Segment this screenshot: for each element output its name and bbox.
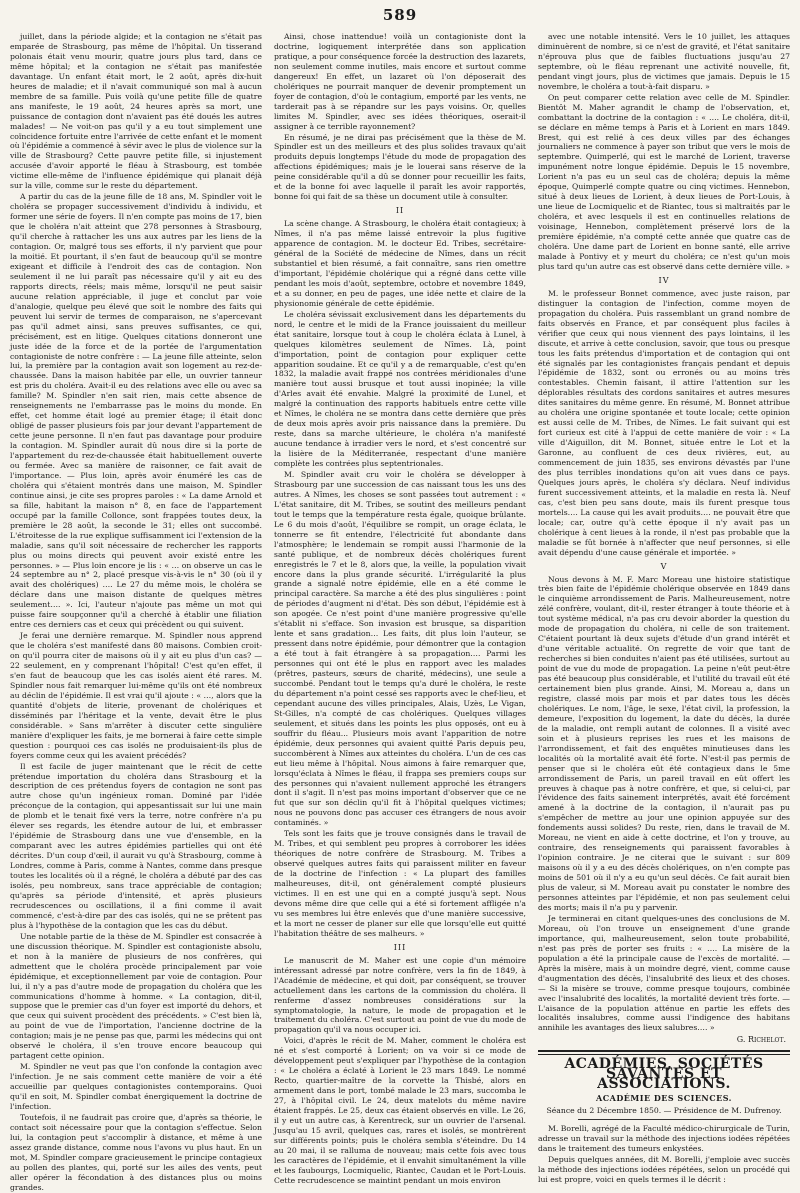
paragraph: En résumé, je ne dirai pas précisément que la thèse de M. Spindler est un des meilleurs et des plus solides travaux qu'ait produits depuis longtemps l'étude du mode de propagation des affections épidémiques; mais je le louerai sans réserve de la peine considérable qu'il a dû se donner pour recueillir les faits, et de la bonne foi avec laquelle il paraît les avoir rapportés, bonne foi qui fait de sa thèse un document utile à consulter. — [274, 132, 526, 202]
academy-paragraph: Depuis quelques années, dit M. Borelli, j'emploie avec succès la méthode des injections iodées répétées, selon un procédé qui lui est propre, voici en quels termes il le décrit : — [538, 1154, 790, 1184]
paragraph: A partir du cas de la jeune fille de 18 ans, M. Spindler voit le choléra se propager successivement d'individu à individu, et former une série de foyers. Il n'en compte pas moins de 17, bien que le choléra n'ait atteint que 278 personnes à Strasbourg, qu'il cherche à rattacher les uns aux autres par les liens de la contagion. Or, malgré tous ses efforts, il n'y parvient que pour la moitié. Et pourtant, il s'en faut de beaucoup qu'il se montre exigeant et difficile à l'endroit des cas de contagion. Non seulement il ne lui paraît pas nécessaire qu'il y ait eu des rapports directs, réels; mais même, lorsqu'il ne peut saisir aucune relation appréciable, il juge et conclut par voie d'analogie, quelque peu élevé que soit le nombre des faits qui peuvent lui servir de termes de comparaison, ne s'apercevant pas qu'il admet ainsi, sans preuves suffisantes, ce qui, précisément, est en litige. Quelques citations donneront une juste idée de la force et de la portée de l'argumentation contagioniste de notre confrère : — La jeune fille atteinte, selon lui, la première par la contagion avait son logement au rez-de-chaussée. Dans la maison habitée par elle, un ouvrier tanneur est pris du choléra. Avait-il eu des relations avec elle ou avec sa famille? M. Spindler n'en sait rien, mais cette absence de renseignements ne l'embarrasse pas le moins du monde. En effet, cet homme était logé au premier étage; il était donc obligé de passer plusieurs fois par jour devant l'appartement de cette jeune personne. Il n'en faut pas davantage pour produire la contagion. M. Spindler aurait dû nous dire si la porte de l'appartement du rez-de-chaussée était habituellement ouverte ou fermée. Avec sa manière de raisonner, ce fait avait de l'importance. — Plus loin, après avoir énuméré les cas de choléra qui s'étaient montrés dans une maison, M. Spindler continue ainsi, je cite ses propres paroles : « La dame Arnold et sa fille, habitant la maison n° 8, en face de l'appartement occupé par la famille Collonce, sont frappées toutes deux, la première le 28 août, la seconde le 31; elles ont succombé. L'étroitesse de la rue explique suffisamment ici l'extension de la maladie, sans qu'il soit nécessaire de rechercher les rapports plus ou moins directs qui peuvent avoir existé entre les personnes. » — Plus loin encore je lis : « … on observe un cas le 24 septembre au n° 2, placé presque vis-à-vis le n° 30 (où il y avait des cholériques) …. Le 27 du même mois, le choléra se déclare dans une maison distante de quelques mètres seulement…. ». Ici, l'auteur n'ajoute pas même un mot qui puisse faire soupçonner qu'il a cherché à établir une filiation entre ces derniers cas et ceux qui précèdent ou qui suivent. — [10, 192, 262, 630]
column-2 — [274, 32, 526, 1185]
page-number: 589 — [382, 6, 418, 24]
author-signature: G. Richelot. — [736, 1035, 786, 1045]
paragraph: M. Spindler ne veut pas que l'on confonde la contagion avec l'infection. Je ne sais comment cette manière de voir a été accueillie par quelques contagionistes contemporains. Quoi qu'il en soit, M. Spindler combat énergiquement la doctrine de l'infection. — [10, 1062, 262, 1111]
paragraph: La scène change. A Strasbourg, le choléra était contagieux; à Nîmes, il n'a pas même laissé entrevoir la plus fugitive apparence de contagion. M. le docteur Ed. Tribes, secrétaire-général de la Société de médecine de Nîmes, dans un récit substantiel et bien résumé, a fait connaître, sans rien omettre d'important, l'épidémie cholérique qui a régné dans cette ville pendant les mois d'août, septembre, octobre et novembre 1849, et a su donner, en peu de pages, une idée nette et claire de la physionomie générale de cette épidémie. — [274, 219, 526, 308]
academy-paragraph: M. Borelli, agrégé de la Faculté médico-chirurgicale de Turin, adresse un travail sur la méthode des injections iodées répétées dans le traitement des tumeurs enkystées. — [538, 1124, 790, 1153]
paragraph: M. Spindler avait cru voir le choléra se développer à Strasbourg par une succession de cas naissant tous les uns des autres. A Nîmes, les choses se sont passées tout autrement : « L'état sanitaire, dit M. Tribes, se soutint des meilleurs pendant tout le temps que la température resta égale, quoique brûlante. Le 6 du mois d'août, l'équilibre se rompit, un orage éclata, le tonnerre se fit entendre, l'électricité fut abondante dans l'atmosphère; le lendemain se rompit aussi l'harmonie de la santé publique, et de nombreux décès cholériques furent enregistrés le 7 et le 8, alors que, la veille, la population vivait encore dans la plus grande sécurité. L'irrégularité la plus grande a signalé notre épidémie, elle en a été comme le principal caractère. Sa marche a été des plus singulières : point de périodes d'augment ni d'état. Dès son début, l'épidémie est à son apogée. Ce n'est point d'une manière progressive qu'elle s'établit ni s'efface. Son invasion est brusque, sa disparition lente et sans gradation… Les faits, dit plus loin l'auteur, se pressent dans notre épidémie, pour démontrer que la contagion a été tout à fait étrangère à sa propagation…. Parmi les personnes qui ont été le plus en rapport avec les malades (prêtres, pasteurs, sœurs de charité, médecins), une seule a succombé. Pendant tout le temps qu'a duré le choléra, le reste du département n'a point cessé ses rapports avec le chef-lieu, et cependant aucune des villes principales, Alais, Uzès, Le Vigan, St-Gilles, n'a compté de cas cholériques. Quelques villages seulement, et situés dans les points les plus opposés, ont eu à souffrir du fléau... Plusieurs mois avant l'apparition de notre épidémie, deux personnes qui avaient quitté Paris depuis peu, succombèrent à Nîmes aux atteintes du choléra. L'un de ces cas eut lieu même à l'hôpital. Nous aimons à faire remarquer que, lorsqu'éclata à Nîmes le fléau, il frappa ses premiers coups sur des personnes qui n'avaient nullement approché les étrangers dont il s'agit. Il n'est pas moins important d'observer que ce ne fut que sur son déclin qu'il fit à l'hôpital quelques victimes; nous ne pouvons donc pas accuser ces étrangers de nous avoir contaminés. » — [274, 469, 526, 828]
column-1 — [10, 32, 262, 1192]
section-divider — [538, 1050, 790, 1055]
paragraph: Une notable partie de la thèse de M. Spindler est consacrée à une discussion théorique. M. Spindler est contagioniste absolu, et non à la manière de plusieurs de nos confrères, qui admettent que le choléra procède principalement par voie épidémique, et exceptionnellement par voie de contagion. Pour lui, il n'y a pas d'autre mode de propagation du choléra que les communications d'homme à homme. « La contagion, dit-il, suppose que le premier cas d'un foyer est importé du dehors, et que ceux qui suivent procèdent des précédents. » C'est bien là, au point de vue de l'importation, l'ancienne doctrine de la contagion; mais je ne pense pas que, parmi les médecins qui ont observé le choléra, il s'en trouve encore beaucoup qui partagent cette opinion. — [10, 931, 262, 1061]
paragraph: Il est facile de juger maintenant que le récit de cette prétendue importation du choléra dans Strasbourg et la description de ces prétendus foyers de contagion ne sont pas autre chose qu'un ingénieux roman. Dominé par l'idée préconçue de la contagion, qui appesantissait sur lui une main de plomb et le tenait fixé vers la terre, notre confrère n'a pu élever ses regards, les étendre autour de lui, et embrasser l'épidémie de Strasbourg dans une vue d'ensemble, en la comparant avec les autres épidémies partielles qui ont été décrites. D'un coup d'œil, il aurait vu qu'à Strasbourg, comme à Londres, comme à Paris, comme à Nantes, comme dans presque toutes les localités où il a régné, le choléra a débuté par des cas isolés, peu nombreux, sans trace appréciable de contagion; qu'après sa période d'intensité, et après plusieurs recrudescences ou oscillations, il a fini comme il avait commencé, c'est-à-dire par des cas isolés, qui ne se prêtent pas plus à l'hypothèse de la contagion que les cas du début. — [10, 761, 262, 930]
seance-line: Séance du 2 Décembre 1850. — Présidence de M. Dufrenoy. — [546, 1106, 782, 1116]
section-number: V — [660, 561, 668, 571]
paragraph: Toutefois, il ne faudrait pas croire que, d'après sa théorie, le contact soit nécessaire pour que la contagion s'effectue. Selon lui, la contagion peut s'accomplir à distance, et même à une assez grande distance, comme nous l'avons vu plus haut. En un mot, M. Spindler compare gracieusement le principe contagieux au pollen des plantes, qui, porté sur les ailes des vents, peut aller opérer la fécondation à des distances plus ou moins grandes. — [10, 1112, 262, 1192]
section-number: IV — [658, 275, 670, 285]
column-3 — [538, 32, 790, 1184]
paragraph: Le choléra sévissait exclusivement dans les départements du nord, le centre et le midi de la France jouissaient du meilleur état sanitaire, lorsque tout à coup le choléra éclata à Lunel, à quelques kilomètres seulement de Nîmes. Là, point d'importation, point de contagion pour expliquer cette apparition soudaine. Et ce qu'il y a de remarquable, c'est qu'en 1832, la maladie avait frappé nos contrées méridionales d'une manière tout aussi brusque et tout aussi inopinée; la ville d'Arles avait été envahie. Malgré la proximité de Lunel, et malgré la continuation des rapports habituels entre cette ville et Nîmes, le choléra ne se montra dans cette dernière que près de deux mois après avoir pris naissance dans la première. Du reste, dans sa marche ultérieure, le choléra n'a manifesté aucune tendance à irradier vers le nord, et s'est concentré sur la lisière de la Méditerranée, respectant d'une manière complète les contrées plus septentrionales. — [274, 309, 526, 469]
paragraph: Nous devons à M. F. Marc Moreau une histoire statistique très bien faite de l'épidémie cholérique observée en 1849 dans le cinquième arrondissement de Paris. Malheureusement, notre zélé confrère, voulant, dit-il, rester étranger à toute théorie et à tout système médical, n'a pas cru devoir aborder la question du mode de propagation du choléra, ni celle de son traitement. C'étaient pourtant là deux sujets d'étude d'un grand intérêt et d'une véritable actualité. On regrette de voir que tant de recherches si bien conduites n'aient pas été utilisées, surtout au point de vue du mode de propagation. La peine n'eût peut-être pas été beaucoup plus considérable, et l'utilité du travail eût été certainement bien plus grande. Ainsi, M. Moreau a, dans un registre, classé mois par mois et par dates tous les décès cholériques. Le nom, l'âge, le sexe, l'état civil, la profession, la demeure, l'exposition du logement, la date du décès, la durée de la maladie, ont rempli autant de colonnes. Il a visité avec soin et à plusieurs reprises les rues et les maisons de l'arrondissement, et fait des enquêtes minutieuses dans les localités où la mortalité avait été forte. N'est-il pas permis de penser que si le choléra eût été contagieux dans le 5me arrondissement de Paris, un pareil travail en eût offert les preuves à chaque pas à notre confrère, et que, si celui-ci, par l'évidence des faits sainement interprétés, avait été forcément amené à la doctrine de la contagion, il n'aurait pas pu s'empêcher de mettre au jour une opinion appuyée sur des fondements aussi solides? Du reste, rien, dans le travail de M. Moreau, ne vient en aide à cette doctrine, et l'on y trouve, au contraire, des renseignements qui paraissent favorables à l'opinion contraire. Je ne citerai que le suivant : sur 809 maisons où il y a eu des décès cholériques, on n'en compte pas moins de 501 où il n'y a eu qu'un seul décès. Ce fait aurait bien plus de valeur, si M. Moreau avait pu constater le nombre des personnes atteintes par l'épidémie, et non pas seulement celui des morts; mais il n'a pu y parvenir. — [538, 574, 790, 912]
academy-section-heading: ACADÉMIES, SOCIÉTÉS SAVANTES ET ASSOCIATIONS. — [564, 1056, 764, 1093]
column-3-body — [538, 32, 790, 1033]
text-columns — [10, 32, 790, 1192]
paragraph: Je ferai une dernière remarque. M. Spindler nous apprend que le choléra s'est manifesté dans 80 maisons. Combien croit-on qu'il pourra citer de maisons où il y ait eu plus d'un cas? — 22 seulement, en y comprenant l'hôpital! C'est qu'en effet, il s'en faut de beaucoup que les cas isolés aient été rares. M. Spindler nous fait remarquer lui-même qu'ils ont été nombreux au déclin de l'épidémie. Il est vrai qu'il ajoute : « …, alors que la quantité d'objets de literie, provenant de cholériques et disséminés par l'héritage et la vente, devait être le plus considérable. » Sans m'arrêter à discuter cette singulière manière d'expliquer les faits, je me bornerai à faire cette simple question : pourquoi ces cas isolés ne produisaient-ils plus de foyers comme ceux qui les avaient précédés? — [10, 631, 262, 760]
short-divider — [578, 1119, 750, 1120]
paragraph: Le manuscrit de M. Maher est une copie d'un mémoire intéressant adressé par notre confrère, vers la fin de 1849, à l'Académie de médecine, et qui doit, par conséquent, se trouver actuellement dans les cartons de la commission du choléra. Il renferme d'assez nombreuses considérations sur la symptomatologie, la nature, le mode de propagation et le traitement du choléra. C'est surtout au point de vue du mode de propagation qu'il va nous occuper ici. — [274, 955, 526, 1035]
academy-subheading: ACADÉMIE DES SCIENCES. — [596, 1093, 732, 1104]
paragraph: Tels sont les faits que je trouve consignés dans le travail de M. Tribes, et qui semblent peu propres à corroborer les idées théoriques de notre confrère de Strasbourg. M. Tribes a observé quelques autres faits qui paraissent militer en faveur de la doctrine de l'infection : « La plupart des familles malheureuses, dit-il, ont généralement compté plusieurs victimes. Il en est une qui en a compté jusqu'à sept. Nous devons même dire que celle qui a été si fortement affligée n'a vu ses membres lui être enlevés que d'une manière successive, et la mort ne cesser de planer sur elle que lorsqu'elle eut quitté l'habitation théâtre de ses malheurs. » — [274, 829, 526, 938]
section-number: III — [393, 942, 407, 952]
paragraph: juillet, dans la période algide; et la contagion ne s'était pas emparée de Strasbourg, pas même de l'hôpital. Un tisserand polonais était venu mourir, quatre jours plus tard, dans ce même hôpital; et la contagion ne s'était pas manifestée davantage. Un enfant était mort, le 2 août, après dix-huit heures de maladie; et il n'avait communiqué son mal à aucun membre de sa famille. Puis voilà qu'une petite fille de quatre ans manifeste, le 19 août, 24 heures après sa mort, une puissance de contagion dont n'avaient pas été doués les autres malades! — Ne voit-on pas qu'il y a eu tout simplement une coïncidence fortuite entre l'arrivée de cette enfant et le moment où l'épidémie a commencé à sévir avec le plus de violence sur la ville de Strasbourg? Cette pauvre petite fille, si injustement accusée d'avoir apporté le fléau à Strasbourg, est tombée victime elle-même de l'influence épidémique qui planait déjà sur la ville, comme sur le reste du département. — [10, 32, 262, 191]
paragraph: M. le professeur Bonnet commence, avec juste raison, par distinguer la contagion de l'infection, comme moyen de propagation du choléra. Puis rassemblant un grand nombre de faits observés en France, et par conséquent plus faciles à vérifier que ceux qui nous viennent des pays lointains, il les discute, et arrive à cette conclusion, savoir, que tous ou presque tous les faits prétendus d'importation et de contagion qui ont été signalés par les contagionistes français pendant et depuis l'épidémie de 1832, sont ou erronés ou au moins très contestables. Chemin faisant, il attire l'attention sur les déplorables résultats des cordons sanitaires et autres mesures dites sanitaires du même genre. En résumé, M. Bonnet attribue au choléra une origine spontanée et toute locale; cette opinion est aussi celle de M. Tribes, de Nîmes. Le fait suivant qui est fort curieux est cité à l'appui de cette manière de voir : « La ville d'Aiguillon, dit M. Bonnet, située entre le Lot et la Garonne, au confluent de ces deux rivières, eut, au commencement de juin 1835, ses environs dévastés par l'une des plus terribles inondations qu'on ait vues dans ce pays. Quelques jours après, le choléra s'y déclara. Neuf individus furent successivement atteints, et la maladie en resta là. Neuf cas, c'est bien peu sans doute, mais ils furent presque tous mortels…. La cause qui les avait produits…. ne pouvait être que locale; car, outre qu'à cette époque il n'y avait pas un cholérique à cent lieues à la ronde, il n'est pas probable que la maladie se fût bornée à n'affecter que neuf personnes, si elle avait dépendu d'une cause générale et importée. » — [538, 288, 790, 557]
paragraph: Voici, d'après le récit de M. Maher, comment le choléra est né et s'est comporté à Lorient; on va voir si ce mode de développement peut s'expliquer par l'hypothèse de la contagion : « Le choléra a éclaté à Lorient le 23 mars 1849. Le nommé Recto, quartier-maître de la corvette la Thisbé, alors en armement dans le port, tombé malade le 23 mars, succomba le 27, à l'hôpital civil. Le 24, deux matelots du même navire étaient frappés. Le 25, deux cas étaient observés en ville. Le 26, il y eut un autre cas, à Kerentreck, sur un ouvrier de l'arsenal. Jusqu'au 15 avril, quelques cas, rares et isolés, se montrèrent sur différents points; puis le choléra sembla s'éteindre. Du 14 au 20 mai, il se ralluma de nouveau; mais cette fois avec tous les caractères de l'épidémie, et il envahit simultanément la ville et les faubourgs, Locmiquelic, Riantec, Caudan et le Port-Louis. Cette recrudescence se maintint pendant un mois environ — [274, 1036, 526, 1185]
paragraph: avec une notable intensité. Vers le 10 juillet, les attaques diminuèrent de nombre, si ce n'est de gravité, et l'état sanitaire n'éprouva plus que de faibles fluctuations jusqu'au 27 septembre, où le fléau reprenant une activité nouvelle, fit, pendant vingt jours, plus de victimes que jamais. Depuis le 15 novembre, le choléra a tout-à-fait disparu. » — [538, 32, 790, 91]
paragraph: Je terminerai en citant quelques-unes des conclusions de M. Moreau, où l'on trouve un enseignement d'une grande importance, qui, malheureusement, selon toute probabilité, n'est pas près de porter ses fruits : « …. La misère de la population a été la principale cause de l'excès de mortalité. — Après la misère, mais à un moindre degré, vient, comme cause d'augmentation des décès, l'insalubrité des lieux et des choses. — Si la misère se trouve, comme presque toujours, combinée avec l'insalubrité des localités, la mortalité devient très forte. — L'aisance de la population atténue en partie les effets des localités insalubres, comme aussi l'indigence des habitans annihile les avantages des lieux salubres…. » — [538, 913, 790, 1033]
section-number: II — [395, 206, 405, 216]
paragraph: On peut comparer cette relation avec celle de M. Spindler. Bientôt M. Maher agrandit le champ de l'observation, et, combattant la doctrine de la contagion : « …. Le choléra, dit-il, se déclare en même temps à Paris et à Lorient en mars 1849. Brest, qui est relié à ces deux villes par des échanges journaliers ne commence à payer son tribut que vers le mois de septembre. Quimperlé, qui est le marché de Lorient, traverse impunément notre longue épidémie. Depuis le 15 novembre, Lorient n'a pas eu un seul cas de choléra; depuis la même époque, Quimperlé compte quatre ou cinq victimes. Hennebon, situé à deux lieues de Lorient, à deux lieues de Port-Louis, à une lieue de Locmiquelic et de Riantec, tous si maltraités par le choléra, et avec lesquels il est en continuelles relations de voisinage, Hennebon, complètement préservé lors de la première épidémie, n'a compté cette année que quatre cas de choléra. Une dame part de Lorient en bonne santé, elle arrive malade à Pontivy et y meurt du choléra; ce n'est qu'un mois plus tard qu'un autre cas est observé dans cette dernière ville. » — [538, 92, 790, 271]
paragraph: Ainsi, chose inattendue! voilà un contagioniste dont la doctrine, logiquement interprétée dans son application pratique, a pour conséquence forcée la destruction des lazarets, non seulement comme inutiles, mais encore et surtout comme dangereux! En effet, un lazaret où l'on déposerait des cholériques ne pourrait manquer de devenir promptement un foyer de contagion, d'où le contagium, emporté par les vents, ne tarderait pas à se répandre sur les pays voisins. Or, quelles limites M. Spindler, avec ses idées théoriques, oserait-il assigner à ce terrible rayonnement? — [274, 32, 526, 131]
